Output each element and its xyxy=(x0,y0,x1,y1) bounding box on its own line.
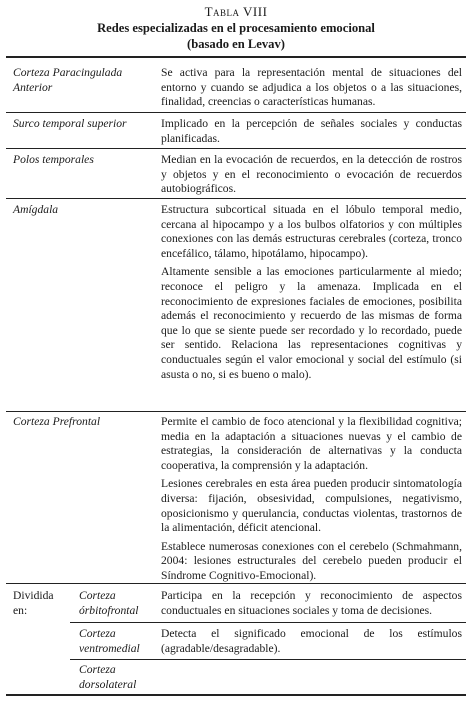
desc-orbitofrontal-p1: Participa en la recepción y reconocimiento de aspectos conductuales en situaciones sociales y toma de decisiones. xyxy=(161,589,462,617)
desc-orbitofrontal xyxy=(161,589,462,622)
row-divider-1 xyxy=(6,112,466,113)
row-divider-5 xyxy=(6,583,466,584)
row-divider-3 xyxy=(6,198,466,199)
desc-corteza-prefrontal-p2: Lesiones cerebrales en esta área pueden producir sintomatología diversa: fijación, obsesividad, compulsiones, negativismo, oposicionismo y querulancia, conductas violentas, trastornos de la alimentación, déficit atencional. xyxy=(161,477,462,535)
desc-dorsolateral xyxy=(161,663,462,667)
desc-corteza-prefrontal-p3: Establece numerosas conexiones con el cerebelo (Schmahmann, 2004: lesiones estructurales del cerebelo pueden producir el Síndrome Cognitivo-Emocional). xyxy=(161,539,462,582)
divided-label: Dividida en: xyxy=(13,589,54,617)
term-surco-temporal: Surco temporal superior xyxy=(13,117,127,130)
term-ventromedial: Corteza ventromedial xyxy=(79,627,140,655)
table-header xyxy=(0,0,472,52)
desc-ventromedial-p1: Detecta el significado emocional de los estímulos (agradable/desagradable). xyxy=(161,627,462,655)
desc-corteza-prefrontal-p1: Permite el cambio de foco atencional y la flexibilidad cognitiva; media en la adaptación a situaciones nuevas y el cambio de estrategias, la consideración de alternativas y la conducta cooperativa, la comprensión y la adaptación. xyxy=(161,415,462,472)
desc-paracingulada xyxy=(161,66,462,114)
desc-amigdala-p1: Estructura subcortical situada en el lóbulo temporal medio, cercana al hipocampo y a los bulbos olfatorios y con múltiples conexiones con las demás estructuras cerebrales (corteza, tronco encefálico, tálamo, hipotálamo, hipocampo). xyxy=(161,203,462,260)
subrow-divider-1 xyxy=(70,622,466,623)
term-polos-temporales: Polos temporales xyxy=(13,153,94,166)
term-amigdala: Amígdala xyxy=(13,203,59,216)
desc-amigdala xyxy=(161,203,462,386)
table-bottom-rule xyxy=(6,694,466,696)
term-dorsolateral: Corteza dorsolateral xyxy=(79,663,137,691)
table-label: Tabla VIII xyxy=(204,4,268,19)
desc-paracingulada-p1: Se activa para la representación mental de situaciones del entorno y cuando se adjudica a los objetos o a las situaciones, finalidad, creencias o características humanas. xyxy=(161,66,462,109)
desc-amigdala-p2: Altamente sensible a las emociones particularmente al miedo; reconoce el peligro y la amenaza. Implicada en el reconocimiento de expresiones faciales de emociones, posibilita además el reconocimiento y recuerdo de las mismas de forma que lo que se siente puede ser recordado y lo recordado, puede ser sentido. Relaciona las representaciones cognitivas y conductuales según el valor emocional y social del estímulo (si asusta o no, si es bueno o malo). xyxy=(161,265,462,381)
desc-polos-temporales-p1: Median en la evocación de recuerdos, en la detección de rostros y objetos y en el reconocimiento o evocación de recuerdos autobiográficos. xyxy=(161,153,462,196)
table-top-rule xyxy=(6,56,466,58)
subrow-divider-2 xyxy=(70,659,466,660)
term-orbitofrontal: Corteza órbitofrontal xyxy=(79,589,139,617)
desc-surco-temporal-p1: Implicado en la percepción de señales sociales y conductas planificadas. xyxy=(161,117,462,145)
desc-surco-temporal xyxy=(161,117,462,150)
row-divider-4 xyxy=(6,411,466,412)
row-divider-2 xyxy=(6,148,466,149)
desc-corteza-prefrontal xyxy=(161,415,462,588)
table-title-line2: (basado en Levav) xyxy=(187,37,285,51)
desc-ventromedial xyxy=(161,627,462,660)
term-paracingulada: Corteza Paracingulada Anterior xyxy=(13,66,123,94)
table-title-line1: Redes especializadas en el procesamiento emocional xyxy=(97,21,375,35)
desc-polos-temporales xyxy=(161,153,462,201)
term-corteza-prefrontal: Corteza Prefrontal xyxy=(13,415,101,428)
